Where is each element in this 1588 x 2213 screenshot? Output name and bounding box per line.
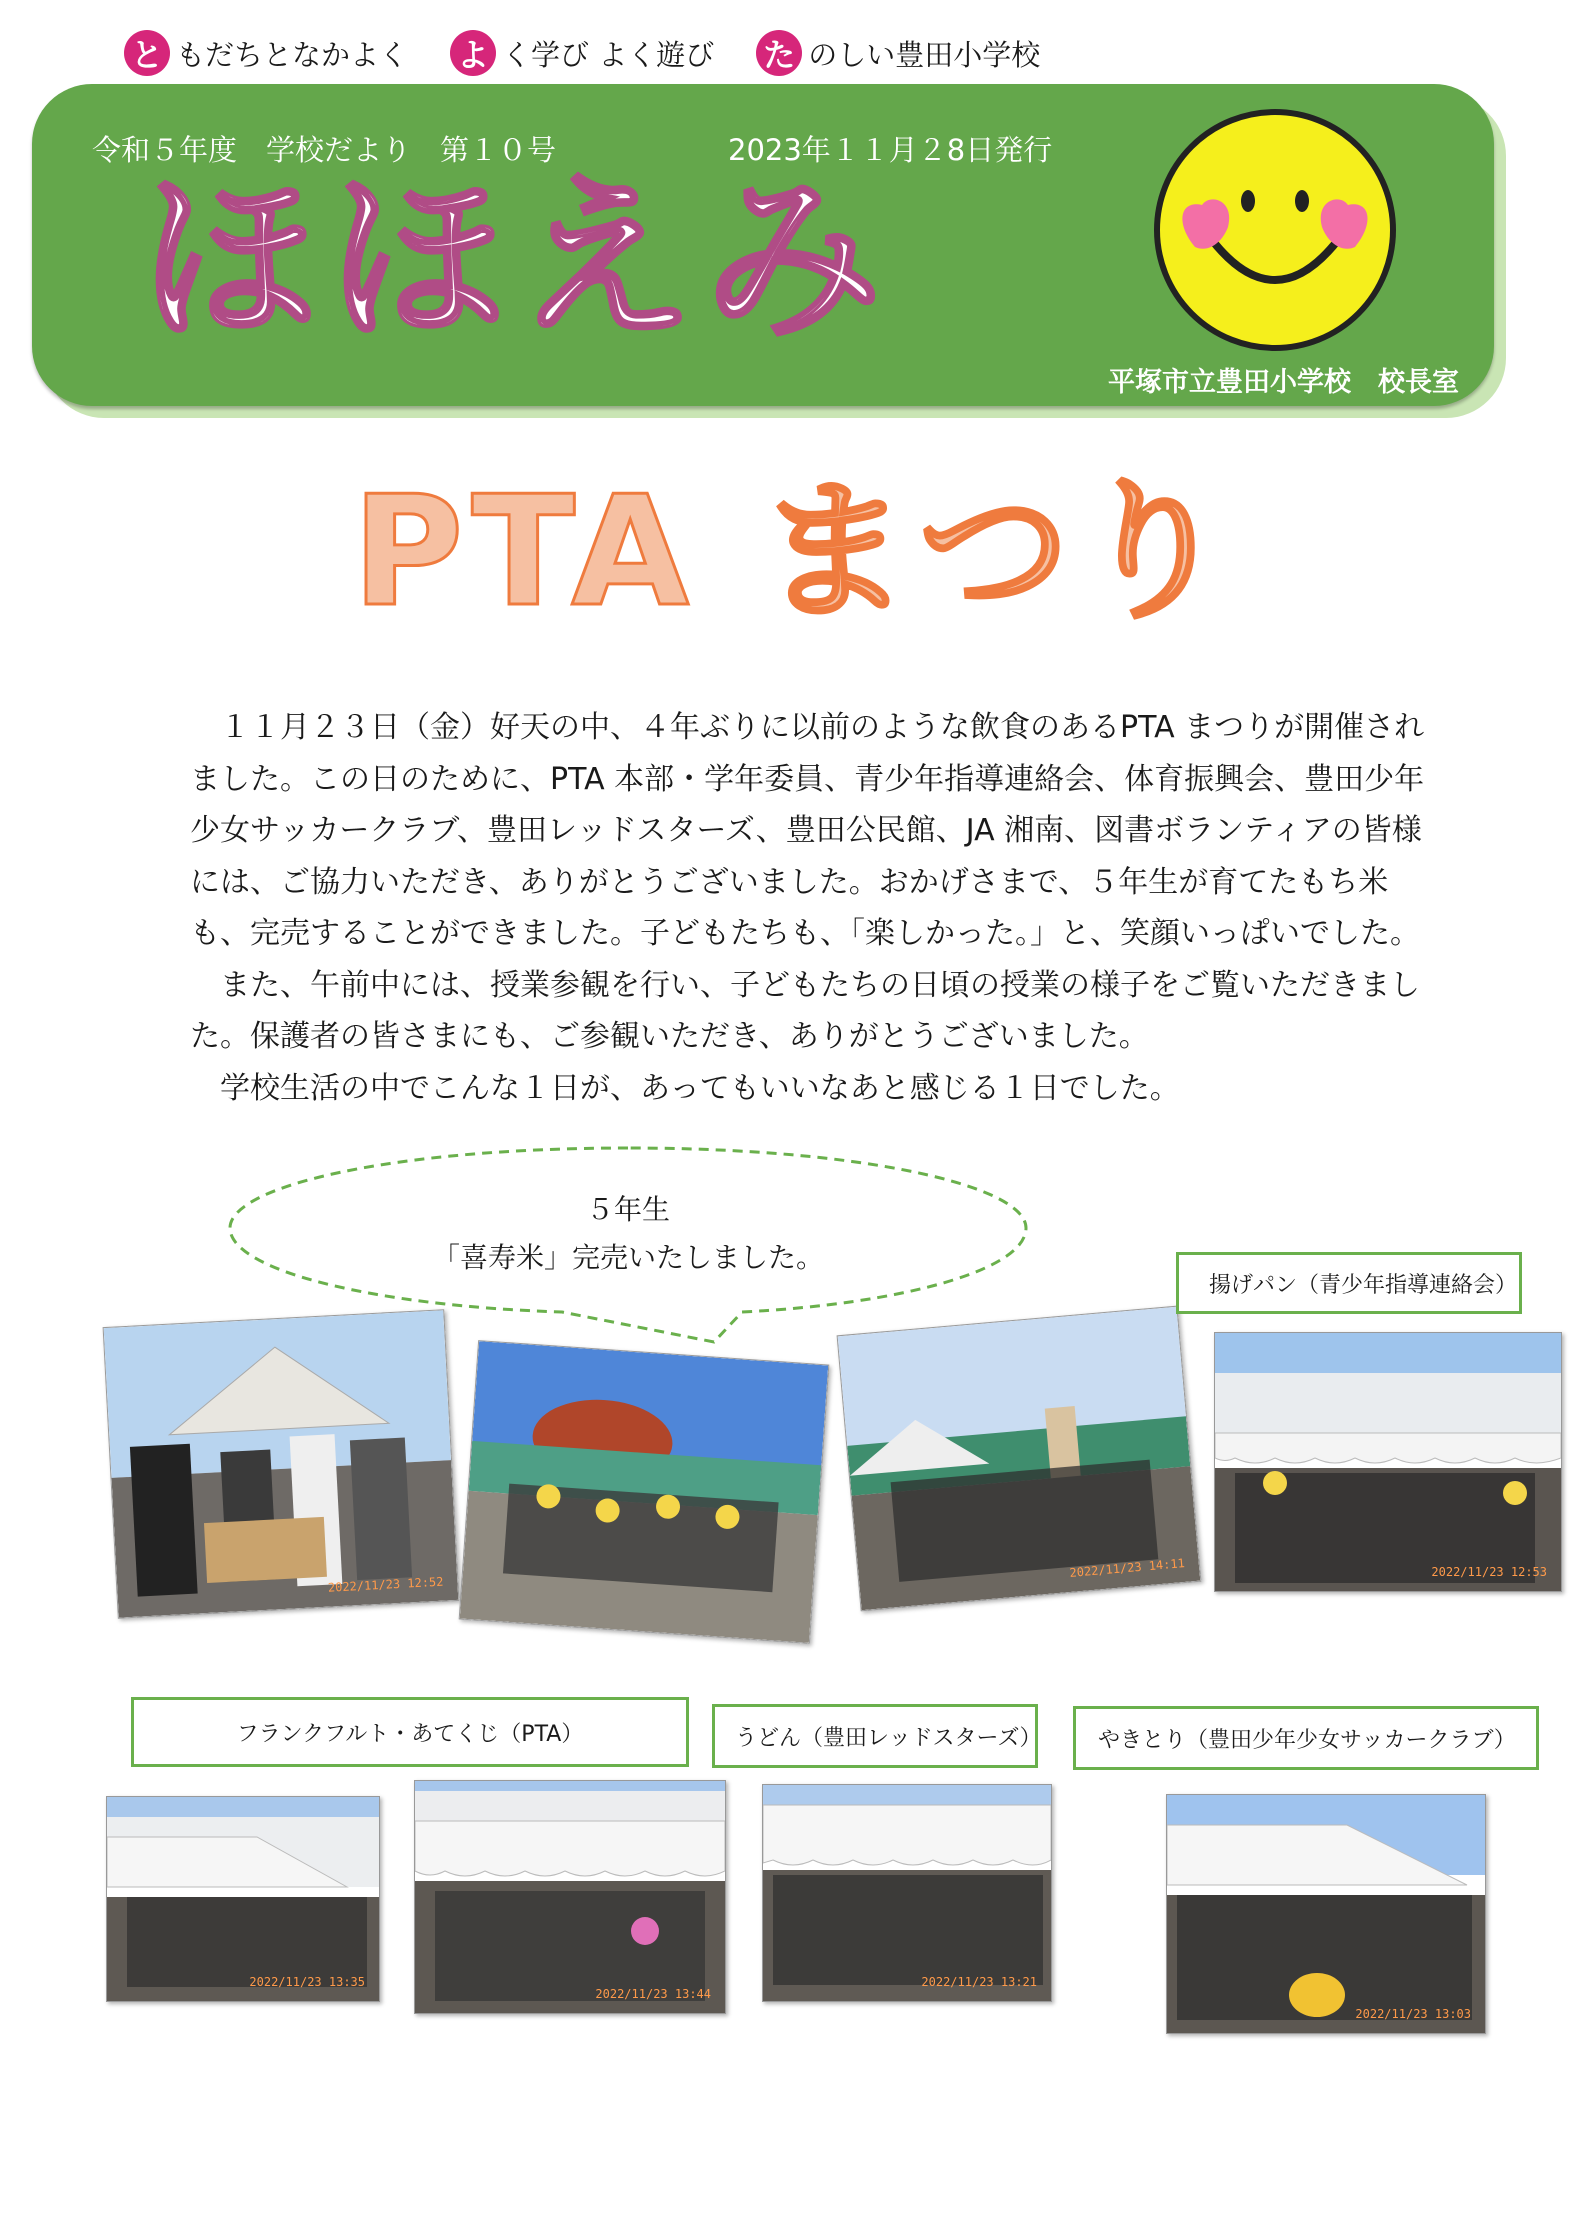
article-title: PTA まつり xyxy=(352,463,1238,640)
motto-text: もだちとなかよく xyxy=(176,37,409,72)
article-body xyxy=(190,702,1430,1114)
photo-udon xyxy=(762,1784,1052,2002)
photo-frankfurt xyxy=(106,1796,380,2002)
motto-text: く学び よく遊び xyxy=(502,37,715,72)
smiley-face-icon xyxy=(1150,105,1400,355)
article-paragraph: １１月２３日（金）好天の中、４年ぶりに以前のような飲食のあるPTA まつりが開催されました。この日のために、PTA 本部・学年委員、青少年指導連絡会、体育振興会、豊田少年少女サッカークラブ、豊田レッドスターズ、豊田公民館、JA 湘南、図書ボランティアの皆様には、ご協力いただき、ありがとうございました。おかげさまで、５年生が育てたもち米も、完売することができました。子どもたちも、「楽しかった。」と、笑顔いっぱいでした。 xyxy=(190,710,1425,951)
article-paragraph: 学校生活の中でこんな１日が、あってもいいなあと感じる１日でした。 xyxy=(220,1070,1180,1106)
bubble-text: 「喜寿米」完売いたしました。 xyxy=(431,1241,824,1274)
motto-item xyxy=(450,30,714,76)
photo-timestamp: 2022/11/23 13:44 xyxy=(595,1987,711,2001)
issue-date: 2023年１１月２8日発行 xyxy=(728,133,1053,167)
photo-timestamp: 2022/11/23 12:53 xyxy=(1431,1565,1547,1579)
motto-row xyxy=(124,28,1082,78)
motto-badge: た xyxy=(756,30,802,76)
motto-item xyxy=(124,30,408,76)
photo-timestamp: 2022/11/23 13:03 xyxy=(1355,2007,1471,2021)
article-paragraph: また、午前中には、授業参観を行い、子どもたちの日頃の授業の様子をご覧いただきました。保護者の皆さまにも、ご参観いただき、ありがとうございました。 xyxy=(190,967,1420,1054)
caption-agepan: 揚げパン（青少年指導連絡会） xyxy=(1176,1252,1522,1314)
photo-5th-grade-group xyxy=(459,1340,830,1644)
photo-pta-booth xyxy=(103,1309,460,1618)
caption-frankfurt: フランクフルト・あてくじ（PTA） xyxy=(131,1697,689,1767)
newsletter-title: ほほえみ xyxy=(140,156,892,363)
caption-yakitori: やきとり（豊田少年少女サッカークラブ） xyxy=(1073,1706,1539,1770)
caption-udon: うどん（豊田レッドスターズ） xyxy=(712,1704,1038,1768)
photo-agepan xyxy=(1214,1332,1562,1592)
motto-text: のしい豊田小学校 xyxy=(808,37,1041,72)
motto-badge: よ xyxy=(450,30,496,76)
motto-badge: と xyxy=(124,30,170,76)
photo-timestamp: 2022/11/23 12:52 xyxy=(327,1574,444,1595)
photo-timestamp: 2022/11/23 14:11 xyxy=(1068,1555,1186,1581)
photo-yakitori xyxy=(1166,1794,1486,2034)
photo-timestamp: 2022/11/23 13:21 xyxy=(921,1975,1037,1989)
bubble-text: ５年生 xyxy=(585,1193,670,1226)
publisher: 平塚市立豊田小学校 校長室 xyxy=(1108,367,1459,398)
photo-atekuji xyxy=(414,1780,726,2014)
photo-scarecrow xyxy=(837,1306,1202,1612)
photo-timestamp: 2022/11/23 13:35 xyxy=(249,1975,365,1989)
issue-info: 令和５年度 学校だより 第１０号 xyxy=(92,133,557,167)
motto-item xyxy=(756,30,1040,76)
